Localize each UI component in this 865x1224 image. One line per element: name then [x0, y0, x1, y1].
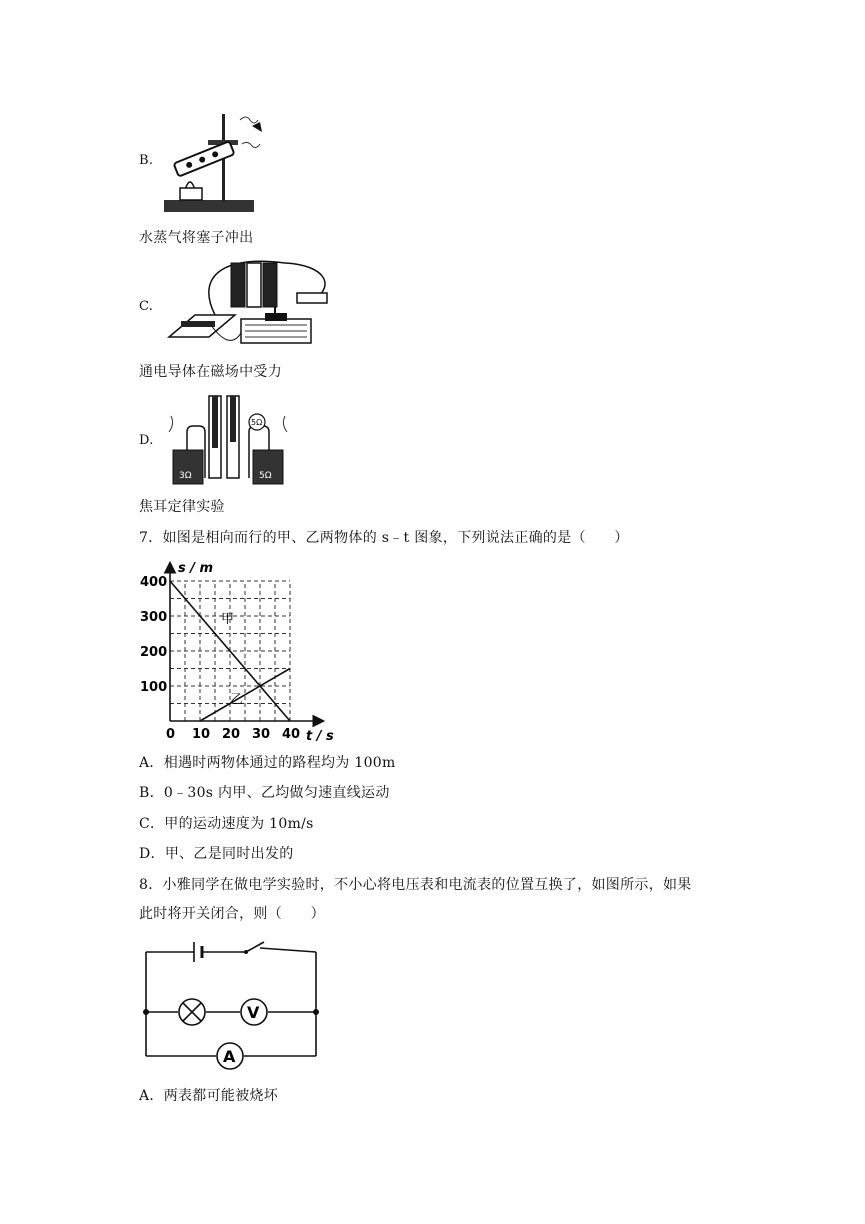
option-c-letter: C.	[139, 299, 154, 314]
q7-option-d: D．甲、乙是同时出发的	[139, 846, 294, 862]
y-tick-label: 200	[140, 645, 168, 660]
option-c-caption: 通电导体在磁场中受力	[139, 364, 282, 380]
option-d-letter: D.	[139, 433, 154, 448]
q7-option-c: C．甲的运动速度为 10m/s	[139, 816, 314, 832]
y-tick-label: 300	[140, 610, 168, 625]
circuit-diagram	[140, 932, 324, 1072]
x-tick-label: 0	[166, 727, 176, 742]
joule-law-figure	[165, 392, 291, 492]
ammeter-label: A	[223, 1047, 236, 1066]
switch-blade	[246, 942, 264, 952]
option-d-caption: 焦耳定律实验	[139, 499, 225, 515]
option-b-caption: 水蒸气将塞子冲出	[139, 230, 254, 246]
y-axis-label: s / m	[178, 561, 214, 576]
steam-experiment-figure	[160, 112, 270, 218]
x-tick-label: 10	[192, 727, 211, 742]
x-tick-label: 30	[252, 727, 271, 742]
y-tick-label: 100	[140, 680, 168, 695]
resistor-left-label: 3Ω	[179, 471, 192, 481]
y-tick-label: 400	[140, 575, 168, 590]
resistor-right-label: 5Ω	[259, 471, 272, 481]
x-tick-label: 20	[222, 727, 241, 742]
x-tick-label: 40	[282, 727, 301, 742]
question-7-stem: 7．如图是相向而行的甲、乙两物体的 s﹣t 图象，下列说法正确的是（ ）	[139, 530, 629, 546]
q7-option-a: A．相遇时两物体通过的路程均为 100m	[139, 755, 396, 771]
series-label-jia: 甲	[221, 612, 235, 627]
voltmeter-label: V	[247, 1003, 260, 1022]
s-t-graph	[140, 558, 370, 744]
q8-option-a: A．两表都可能被烧坏	[139, 1088, 279, 1104]
x-axis-label: t / s	[306, 729, 334, 744]
lamp-icon	[179, 999, 205, 1025]
question-8-stem-line1: 8．小雅同学在做电学实验时，不小心将电压表和电流表的位置互换了，如图所示，如果	[139, 877, 692, 893]
motor-experiment-figure	[165, 255, 341, 351]
series-label-yi: 乙	[230, 692, 244, 708]
option-b-letter: B.	[139, 153, 154, 168]
q7-option-b: B．0﹣30s 内甲、乙均做匀速直线运动	[139, 785, 390, 801]
question-8-stem-line2: 此时将开关闭合，则（ ）	[139, 906, 325, 922]
resistor-top-label: 5Ω	[251, 418, 263, 427]
